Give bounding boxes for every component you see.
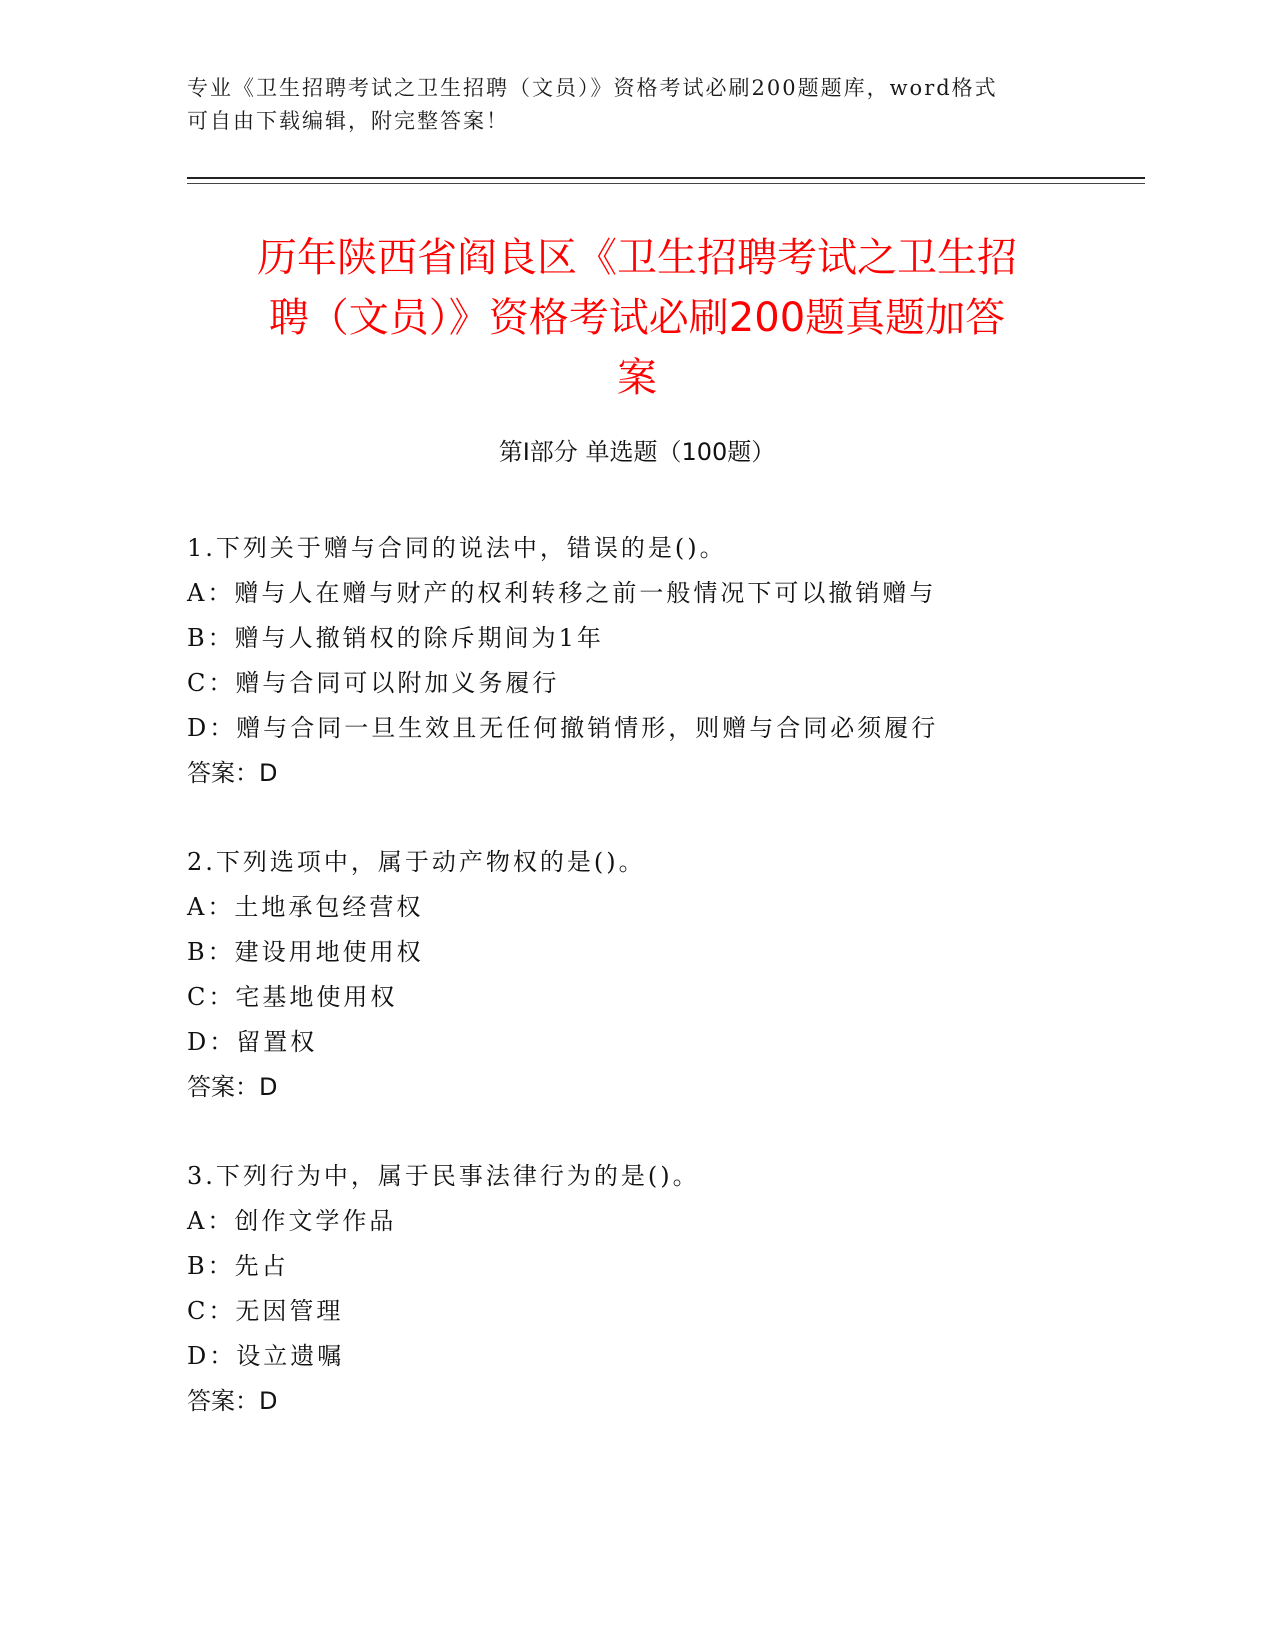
option-d: D：设立遗嘱 [187, 1342, 345, 1370]
answer: 答案：D [187, 1387, 278, 1415]
document-title-line-2: 聘（文员）》资格考试必刷200题真题加答 [268, 295, 1006, 341]
question-item [187, 840, 1087, 1110]
option-b: B：建设用地使用权 [187, 938, 424, 966]
option-a: A：创作文学作品 [187, 1207, 397, 1235]
section-heading: 第Ⅰ部分 单选题（100题） [498, 438, 776, 466]
option-c: C：宅基地使用权 [187, 983, 398, 1011]
option-d: D：赠与合同一旦生效且无任何撤销情形，则赠与合同必须履行 [187, 714, 939, 742]
answer: 答案：D [187, 1073, 278, 1101]
answer: 答案：D [187, 759, 278, 787]
header-note-line-2: 可自由下载编辑，附完整答案！ [187, 109, 509, 133]
question-list [187, 526, 1087, 1468]
header-divider-thick [187, 177, 1145, 179]
option-c: C：无因管理 [187, 1297, 344, 1325]
option-a: A：土地承包经营权 [187, 893, 424, 921]
question-stem: 1.下列关于赠与合同的说法中，错误的是()。 [187, 534, 727, 562]
option-d: D：留置权 [187, 1028, 318, 1056]
question-item [187, 526, 1087, 796]
document-title-line-1: 历年陕西省阎良区《卫生招聘考试之卫生招 [257, 235, 1017, 281]
document-title-line-3: 案 [617, 355, 657, 401]
option-a: A：赠与人在赠与财产的权利转移之前一般情况下可以撤销赠与 [187, 579, 937, 607]
option-c: C：赠与合同可以附加义务履行 [187, 669, 560, 697]
option-b: B：赠与人撤销权的除斥期间为1年 [187, 624, 604, 652]
header-divider-thin [187, 183, 1145, 184]
header-note [187, 72, 1087, 138]
question-stem: 2.下列选项中，属于动产物权的是()。 [187, 848, 646, 876]
question-item [187, 1154, 1087, 1424]
option-b: B：先占 [187, 1252, 289, 1280]
question-stem: 3.下列行为中，属于民事法律行为的是()。 [187, 1162, 700, 1190]
document-title [187, 228, 1087, 408]
header-note-line-1: 专业《卫生招聘考试之卫生招聘（文员）》资格考试必刷200题题库，word格式 [187, 76, 998, 100]
